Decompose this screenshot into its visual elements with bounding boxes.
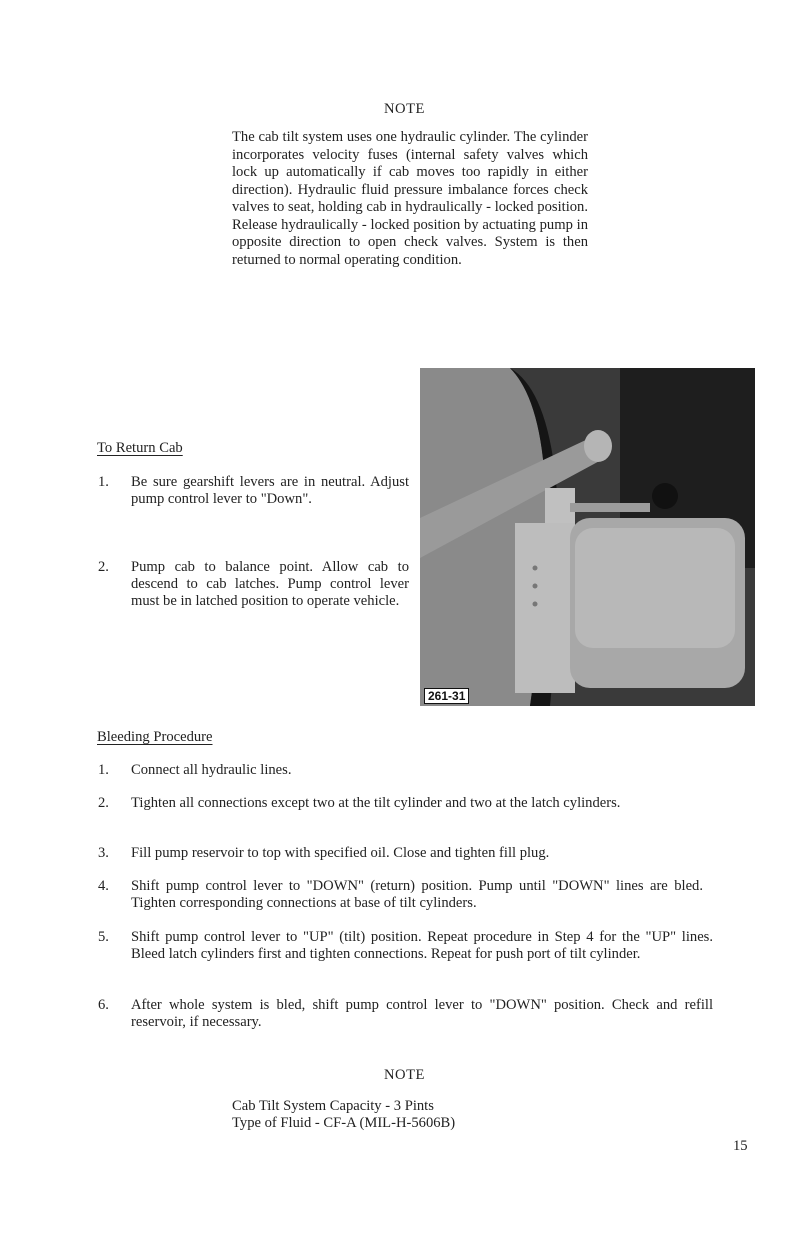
item-text: Pump cab to balance point. Allow cab to descend to cab latches. Pump control lever must be in latched position to operate vehicle. <box>131 559 409 609</box>
pump-illustration <box>420 368 755 706</box>
figure-label: 261-31 <box>424 688 469 704</box>
item-number: 6. <box>98 997 109 1013</box>
item-number: 2. <box>98 795 109 811</box>
bleeding-heading: Bleeding Procedure <box>97 729 213 745</box>
item-number: 2. <box>98 559 109 575</box>
item-text: Be sure gearshift levers are in neutral. Adjust pump control lever to "Down". <box>131 474 409 507</box>
item-text: After whole system is bled, shift pump control lever to "DOWN" position. Check and refill reservoir, if necessary. <box>131 997 713 1030</box>
fluid-type-line: Type of Fluid - CF-A (MIL-H-5606B) <box>232 1115 456 1131</box>
item-text: Fill pump reservoir to top with specified oil. Close and tighten fill plug. <box>131 845 550 861</box>
note-bottom-heading: NOTE <box>384 1067 425 1083</box>
item-text: Shift pump control lever to "DOWN" (return) position. Pump until "DOWN" lines are bled. Tighten corresponding connections at base of tilt cylinders. <box>131 878 703 911</box>
item-number: 5. <box>98 929 109 945</box>
item-number: 1. <box>98 762 109 778</box>
return-cab-heading: To Return Cab <box>97 440 183 456</box>
note-body: The cab tilt system uses one hydraulic cylinder. The cylinder incorporates velocity fuses (internal safety valves which lock up automatically if cab moves too rapidly in either direction). Hydraulic fluid pressure imbalance forces check valves to seat, holding cab in hydraulically - locked position. Release hydraulically - locked position by actuating pump in opposite direction to open check valves. System is then returned to normal operating condition. <box>232 129 588 268</box>
capacity-line: Cab Tilt System Capacity - 3 Pints <box>232 1098 434 1114</box>
item-text: Shift pump control lever to "UP" (tilt) position. Repeat procedure in Step 4 for the "UP" lines. Bleed latch cylinders first and tighten connections. Repeat for push port of tilt cylinder. <box>131 929 713 962</box>
item-text: Connect all hydraulic lines. <box>131 762 292 778</box>
pump-photo <box>420 368 755 706</box>
note-heading: NOTE <box>384 101 425 117</box>
item-text: Tighten all connections except two at the tilt cylinder and two at the latch cylinders. <box>131 795 621 811</box>
page-number: 15 <box>733 1138 748 1154</box>
item-number: 3. <box>98 845 109 861</box>
item-number: 1. <box>98 474 109 490</box>
item-number: 4. <box>98 878 109 894</box>
